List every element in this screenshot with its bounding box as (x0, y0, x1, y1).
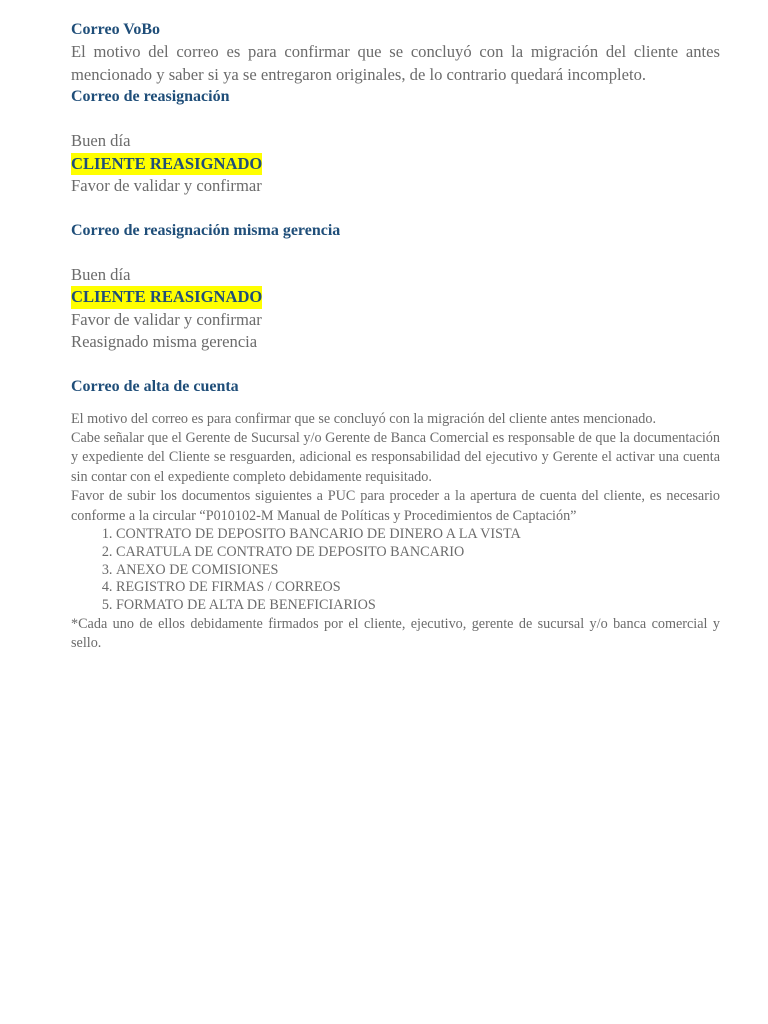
alta-cuenta-paragraph-2: Cabe señalar que el Gerente de Sucursal y/o Gerente de Banca Comercial es responsable de que la documentación y expediente del Cliente se resguarden, adicional es responsabilidad del ejecutivo y Gerente el activar una cuenta sin contar con el expediente completo debidamente requisitado. (71, 429, 720, 485)
list-item: 1. CONTRATO DE DEPOSITO BANCARIO DE DINERO A LA VISTA (116, 526, 720, 544)
reasignacion-misma-greeting: Buen día (71, 264, 131, 284)
section-title-alta-cuenta: Correo de alta de cuenta (71, 377, 239, 395)
reasignacion-misma-highlight: CLIENTE REASIGNADO (71, 286, 262, 309)
alta-cuenta-paragraph-3: Favor de subir los documentos siguientes a PUC para proceder a la apertura de cuenta del cliente, es necesario conforme a la circular “P010102-M Manual de Políticas y Procedimientos de Captación” (71, 488, 720, 524)
reasignacion-greeting: Buen día (71, 131, 131, 150)
section-title-reasignacion: Correo de reasignación (71, 88, 230, 105)
alta-cuenta-paragraph-1: El motivo del correo es para confirmar que se concluyó con la migración del cliente antes mencionado. (71, 410, 657, 427)
list-item: 2. CARATULA DE CONTRATO DE DEPOSITO BANCARIO (116, 544, 720, 562)
section-title-reasignacion-misma: Correo de reasignación misma gerencia (71, 221, 341, 239)
vobo-body: El motivo del correo es para confirmar que se concluyó con la migración del cliente antes mencionado y saber si ya se entregaron originales, de lo contrario quedará incompleto. (71, 42, 720, 84)
section-title-vobo: Correo VoBo (71, 21, 161, 38)
list-item: 3. ANEXO DE COMISIONES (116, 562, 720, 580)
documents-list (71, 526, 720, 615)
document-page (71, 19, 720, 654)
list-item: 5. FORMATO DE ALTA DE BENEFICIARIOS (116, 597, 720, 615)
reasignacion-request: Favor de validar y confirmar (71, 176, 262, 195)
reasignacion-misma-request: Favor de validar y confirmar (71, 309, 262, 329)
reasignacion-highlight: CLIENTE REASIGNADO (71, 153, 262, 176)
list-item: 4. REGISTRO DE FIRMAS / CORREOS (116, 579, 720, 597)
reasignacion-misma-note: Reasignado misma gerencia (71, 332, 258, 351)
alta-cuenta-footnote: *Cada uno de ellos debidamente firmados por el cliente, ejecutivo, gerente de sucursal y/o banca comercial y sello. (71, 615, 720, 652)
